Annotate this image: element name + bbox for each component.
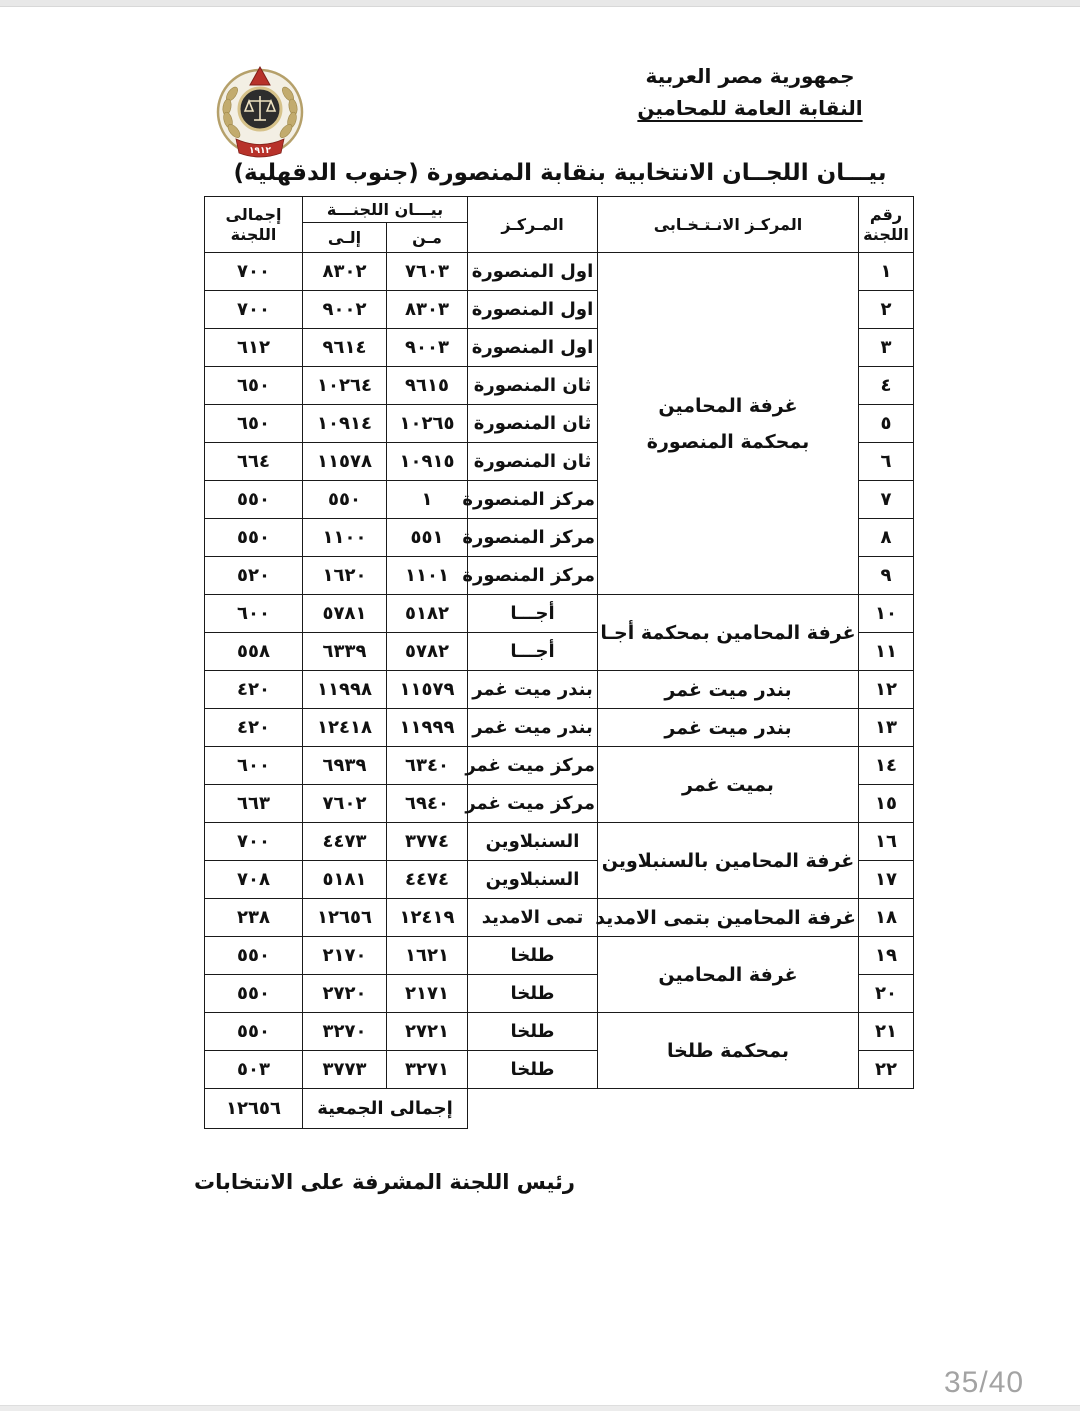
electoral-center-cell <box>598 595 859 671</box>
committee-no-cell: ٥ <box>859 405 914 443</box>
range-to-cell: ٧٦٠٢ <box>303 785 387 823</box>
syndicate-logo <box>215 64 305 162</box>
district-cell: ثان المنصورة <box>468 443 598 481</box>
document-title: بيـــان اللجــان الانتخابية بنقابة المنصورة (جنوب الدقهلية) <box>233 160 887 186</box>
electoral-center-line: غرفة المحامين بمحكمة أجـا <box>600 621 856 644</box>
committee-total-cell: ٧٠٠ <box>205 823 303 861</box>
range-to-cell: ٥١٨١ <box>303 861 387 899</box>
table-row <box>205 253 914 291</box>
range-from-cell: ٣٧٧٤ <box>387 823 468 861</box>
range-to-cell: ٤٤٧٣ <box>303 823 387 861</box>
committee-no-cell: ١٩ <box>859 937 914 975</box>
range-to-cell: ١٦٢٠ <box>303 557 387 595</box>
district-cell: السنبلاوين <box>468 823 598 861</box>
page-indicator: 35/40 <box>944 1366 1025 1399</box>
range-to-cell: ٥٥٠ <box>303 481 387 519</box>
range-to-cell: ١١٩٩٨ <box>303 671 387 709</box>
header-committee-range: بيـــان اللجنـــة <box>303 197 468 223</box>
committee-no-cell: ١٦ <box>859 823 914 861</box>
committee-no-cell: ٢٠ <box>859 975 914 1013</box>
committee-no-cell: ١٢ <box>859 671 914 709</box>
electoral-center-cell <box>598 747 859 823</box>
range-to-cell: ٨٣٠٢ <box>303 253 387 291</box>
district-cell: أجـــا <box>468 633 598 671</box>
committee-no-cell: ٢١ <box>859 1013 914 1051</box>
electoral-center-line: غرفة المحامين <box>658 963 798 986</box>
electoral-center-cell <box>598 671 859 709</box>
committee-no-cell: ١٥ <box>859 785 914 823</box>
committees-table <box>204 196 914 1129</box>
committee-no-cell: ١٨ <box>859 899 914 937</box>
range-from-cell: ١ <box>387 481 468 519</box>
range-from-cell: ٧٦٠٣ <box>387 253 468 291</box>
electoral-center-cell <box>598 253 859 595</box>
district-cell: ثان المنصورة <box>468 405 598 443</box>
table-header-row <box>205 197 914 223</box>
electoral-center-cell <box>598 1013 859 1089</box>
range-to-cell: ١١٥٧٨ <box>303 443 387 481</box>
committee-total-cell: ٥٥٠ <box>205 519 303 557</box>
committee-no-cell: ٨ <box>859 519 914 557</box>
district-cell: اول المنصورة <box>468 329 598 367</box>
committee-total-cell: ٧٠٨ <box>205 861 303 899</box>
range-from-cell: ١١٥٧٩ <box>387 671 468 709</box>
electoral-center-line: بندر ميت غمر <box>664 716 792 739</box>
range-to-cell: ٢٧٢٠ <box>303 975 387 1013</box>
committee-total-cell: ٥٢٠ <box>205 557 303 595</box>
range-from-cell: ٩٠٠٣ <box>387 329 468 367</box>
district-cell: طلخا <box>468 937 598 975</box>
district-cell: طلخا <box>468 1051 598 1089</box>
committee-no-cell: ٣ <box>859 329 914 367</box>
blank-cell <box>468 1089 914 1129</box>
range-to-cell: ٦٣٣٩ <box>303 633 387 671</box>
header-committee-total-line: إجمالى <box>225 204 282 224</box>
committee-total-cell: ٦٦٣ <box>205 785 303 823</box>
header-range-from: مـن <box>387 223 468 253</box>
committee-total-cell: ٥٥٠ <box>205 1013 303 1051</box>
district-cell: اول المنصورة <box>468 253 598 291</box>
electoral-center-line: غرفة المحامين بتمى الامديد <box>595 906 856 929</box>
electoral-center-cell <box>595 899 859 937</box>
range-from-cell: ٦٩٤٠ <box>387 785 468 823</box>
committee-total-cell: ٥٠٣ <box>205 1051 303 1089</box>
range-from-cell: ٨٣٠٣ <box>387 291 468 329</box>
header-electoral-center: المركـز الانـتـخـابى <box>598 197 859 253</box>
committee-no-cell: ١٧ <box>859 861 914 899</box>
district-cell: مركز المنصورة <box>468 481 598 519</box>
district-cell: مركز ميت غمر <box>468 747 598 785</box>
range-to-cell: ٣٢٧٠ <box>303 1013 387 1051</box>
range-to-cell: ٦٩٣٩ <box>303 747 387 785</box>
committee-total-cell: ٦٠٠ <box>205 595 303 633</box>
electoral-center-cell <box>598 937 859 1013</box>
grand-total-value: ١٢٦٥٦ <box>205 1089 303 1129</box>
electoral-center-cell <box>598 709 859 747</box>
district-cell: بندر ميت غمر <box>468 709 598 747</box>
committee-total-cell: ٦٥٠ <box>205 405 303 443</box>
committee-total-cell: ٤٢٠ <box>205 671 303 709</box>
district-cell: أجـــا <box>468 595 598 633</box>
range-to-cell: ٥٧٨١ <box>303 595 387 633</box>
organization-header <box>628 60 872 124</box>
committee-total-cell: ٥٥٨ <box>205 633 303 671</box>
table-row <box>205 937 914 975</box>
committee-no-cell: ٧ <box>859 481 914 519</box>
range-from-cell: ٢٧٢١ <box>387 1013 468 1051</box>
range-to-cell: ١٢٦٥٦ <box>303 899 387 937</box>
district-cell: مركز المنصورة <box>468 557 598 595</box>
committee-total-cell: ٦٥٠ <box>205 367 303 405</box>
committee-total-cell: ٢٣٨ <box>205 899 303 937</box>
electoral-center-line: بميت غمر <box>682 773 774 796</box>
header-committee-no <box>859 197 914 253</box>
electoral-center-line: بمحكمة المنصورة <box>646 430 810 453</box>
range-from-cell: ١٢٤١٩ <box>387 899 468 937</box>
range-to-cell: ١١٠٠ <box>303 519 387 557</box>
range-to-cell: ٢١٧٠ <box>303 937 387 975</box>
range-from-cell: ١٠٢٦٥ <box>387 405 468 443</box>
committee-total-cell: ٦٦٤ <box>205 443 303 481</box>
committee-total-cell: ٦١٢ <box>205 329 303 367</box>
syndicate-name: النقابة العامة للمحامين <box>637 96 863 120</box>
range-from-cell: ٣٢٧١ <box>387 1051 468 1089</box>
district-cell: طلخا <box>468 975 598 1013</box>
header-district: المـركـز <box>468 197 598 253</box>
grand-total-label: إجمالى الجمعية <box>303 1089 468 1129</box>
country-name: جمهورية مصر العربية <box>645 64 855 88</box>
district-cell: بندر ميت غمر <box>468 671 598 709</box>
range-to-cell: ٩٦١٤ <box>303 329 387 367</box>
committee-no-cell: ٢٢ <box>859 1051 914 1089</box>
header-range-to: إلـى <box>303 223 387 253</box>
table-row <box>205 1013 914 1051</box>
range-from-cell: ٩٦١٥ <box>387 367 468 405</box>
electoral-center-line: بمحكمة طلخا <box>667 1039 789 1062</box>
range-to-cell: ١٢٤١٨ <box>303 709 387 747</box>
district-cell: السنبلاوين <box>468 861 598 899</box>
electoral-center-line: بندر ميت غمر <box>664 678 792 701</box>
committee-total-cell: ٧٠٠ <box>205 253 303 291</box>
committee-no-cell: ١٤ <box>859 747 914 785</box>
committee-no-cell: ١١ <box>859 633 914 671</box>
committee-total-cell: ٥٥٠ <box>205 975 303 1013</box>
table-row <box>205 899 914 937</box>
committee-no-cell: ١٣ <box>859 709 914 747</box>
header-committee-total-line: اللجنة <box>230 224 277 244</box>
range-to-cell: ٩٠٠٢ <box>303 291 387 329</box>
committee-no-cell: ١ <box>859 253 914 291</box>
range-from-cell: ١١٩٩٩ <box>387 709 468 747</box>
table-row <box>205 823 914 861</box>
range-from-cell: ٤٤٧٤ <box>387 861 468 899</box>
district-cell: ثان المنصورة <box>468 367 598 405</box>
table-row <box>205 595 914 633</box>
committee-total-cell: ٤٢٠ <box>205 709 303 747</box>
range-from-cell: ٦٣٤٠ <box>387 747 468 785</box>
header-committee-no-line: رقم <box>869 204 903 224</box>
range-to-cell: ٣٧٧٣ <box>303 1051 387 1089</box>
range-from-cell: ١٦٢١ <box>387 937 468 975</box>
viewer-bottom-edge <box>0 1405 1080 1411</box>
committee-total-cell: ٦٠٠ <box>205 747 303 785</box>
table-row <box>205 709 914 747</box>
range-to-cell: ١٠٩١٤ <box>303 405 387 443</box>
signature-title: رئيس اللجنة المشرفة على الانتخابات <box>193 1170 575 1194</box>
district-cell: طلخا <box>468 1013 598 1051</box>
header-committee-no-line: اللجنة <box>863 224 909 244</box>
district-cell: مركز المنصورة <box>468 519 598 557</box>
electoral-center-line: غرفة المحامين بالسنبلاوين <box>601 849 855 872</box>
district-cell: مركز ميت غمر <box>468 785 598 823</box>
grand-total-row <box>205 1089 914 1129</box>
viewer-top-edge <box>0 0 1080 7</box>
range-from-cell: ١٠٩١٥ <box>387 443 468 481</box>
range-from-cell: ٢١٧١ <box>387 975 468 1013</box>
district-cell: اول المنصورة <box>468 291 598 329</box>
header-committee-total <box>205 197 303 253</box>
committee-total-cell: ٥٥٠ <box>205 937 303 975</box>
electoral-center-line: غرفة المحامين <box>658 394 798 417</box>
electoral-center-cell <box>598 823 859 899</box>
committee-no-cell: ٤ <box>859 367 914 405</box>
range-from-cell: ٥٧٨٢ <box>387 633 468 671</box>
table-row <box>205 747 914 785</box>
committee-no-cell: ٦ <box>859 443 914 481</box>
range-to-cell: ١٠٢٦٤ <box>303 367 387 405</box>
committee-total-cell: ٥٥٠ <box>205 481 303 519</box>
range-from-cell: ٥٥١ <box>387 519 468 557</box>
logo-year-text: ١٩١٢ <box>249 146 271 156</box>
committee-no-cell: ١٠ <box>859 595 914 633</box>
committee-no-cell: ٢ <box>859 291 914 329</box>
range-from-cell: ١١٠١ <box>387 557 468 595</box>
range-from-cell: ٥١٨٢ <box>387 595 468 633</box>
table-row <box>205 671 914 709</box>
committee-no-cell: ٩ <box>859 557 914 595</box>
district-cell: تمى الامديد <box>468 899 598 937</box>
committee-total-cell: ٧٠٠ <box>205 291 303 329</box>
